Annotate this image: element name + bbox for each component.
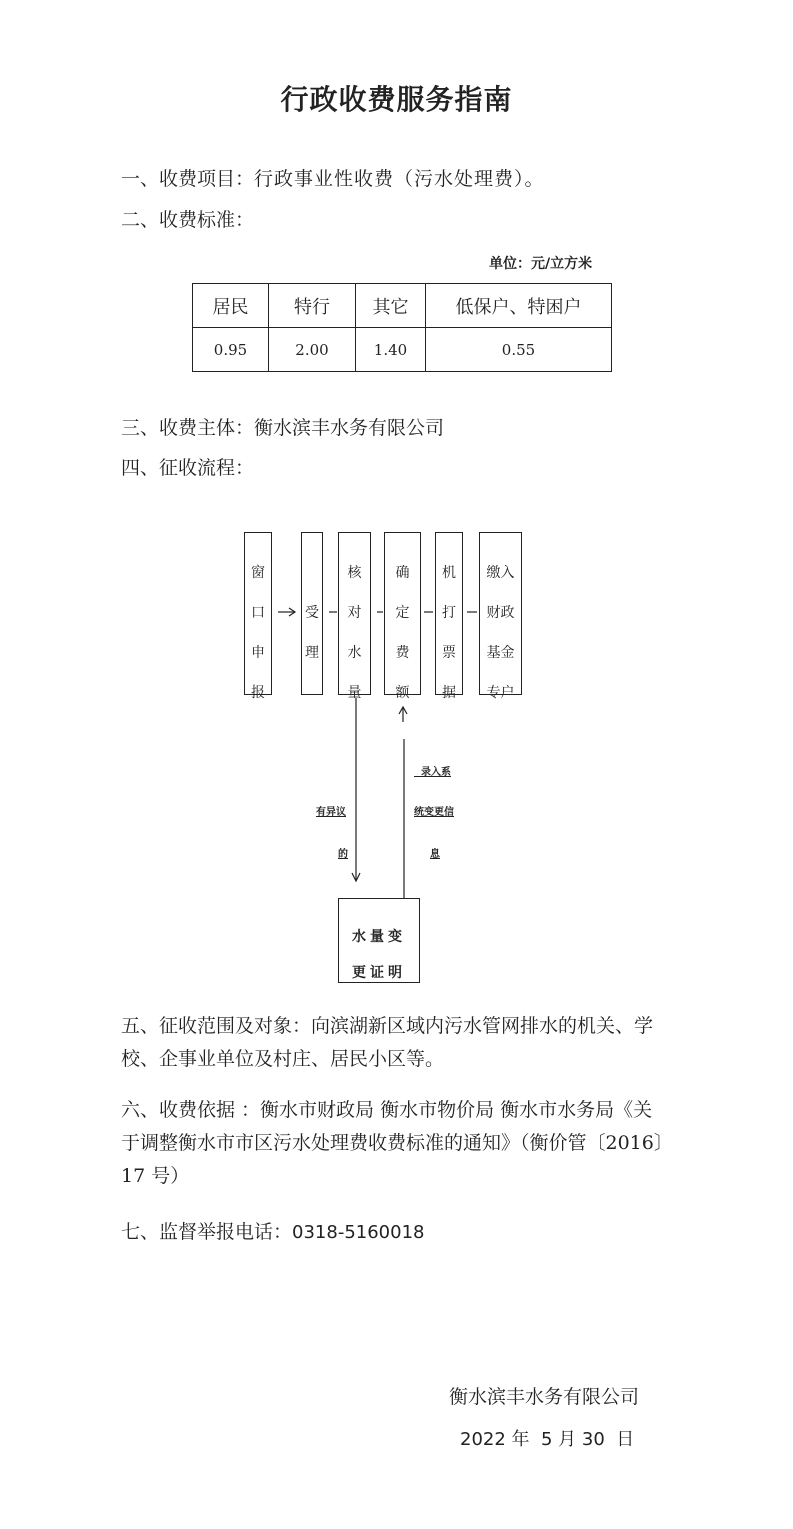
flow-step-window-apply: [244, 532, 272, 701]
fee-value-other: 1.40: [356, 328, 426, 372]
water-change-proof-box: [338, 898, 420, 983]
fee-value-residential: 0.95: [193, 328, 269, 372]
fee-value-low-income: 0.55: [426, 328, 612, 372]
fee-header-other: 其它: [356, 284, 426, 328]
water-change-proof-label: 水量变 更证明: [352, 929, 406, 981]
update-label-line1: 录入系: [420, 767, 451, 778]
update-label-line2: 统变更信: [414, 807, 454, 818]
section-basis: [121, 1094, 701, 1193]
section-fee-standard: 二、收费标准：: [121, 209, 255, 231]
flow-step-accept: [301, 532, 323, 695]
fee-value-special: 2.00: [269, 328, 356, 372]
signature-org: 衡水滨丰水务有限公司: [449, 1386, 640, 1408]
fee-header-special: 特行: [269, 284, 356, 328]
fee-header-low-income: 低保户、特困户: [426, 284, 612, 328]
section-basis-line2: 于调整衡水市市区污水处理费收费标准的通知》（衡价管〔2016〕: [121, 1132, 673, 1154]
section-scope-line2: 校、企事业单位及村庄、居民小区等。: [121, 1048, 445, 1070]
hotline-phone: 0318-5160018: [292, 1222, 425, 1243]
dispute-label-line1: 有异议: [316, 807, 346, 818]
flow-step-pay-finance: [479, 532, 522, 701]
section-collection-flow: 四、征收流程：: [121, 457, 255, 479]
section-fee-item-label: 一、收费项目：: [121, 168, 255, 190]
section-hotline: [121, 1220, 424, 1245]
section-scope-line1: 五、征收范围及对象：向滨湖新区域内污水管网排水的机关、学: [121, 1015, 654, 1037]
fee-header-residential: 居民: [193, 284, 269, 328]
signature-date: 2022 年 5 月 30 日: [460, 1429, 635, 1450]
dispute-label-line2: 的: [338, 849, 348, 860]
page-title: 行政收费服务指南: [280, 83, 513, 116]
flow-step-accept-label: 受 理: [305, 605, 319, 661]
section-fee-subject-label: 三、收费主体：: [121, 417, 255, 439]
flow-step-print-receipt: [435, 532, 463, 701]
section-scope: [121, 1010, 701, 1076]
section-fee-subject-value: 衡水滨丰水务有限公司: [254, 417, 445, 439]
flow-step-check-water-label: 核 对 水 量: [347, 565, 362, 701]
section-basis-line3: 17 号）: [121, 1165, 190, 1187]
update-label-line3: 息: [430, 849, 440, 860]
flow-step-determine-fee: [384, 532, 421, 701]
section-basis-line1: 六、收费依据 ：衡水市财政局 衡水市物价局 衡水市水务局《关: [121, 1099, 653, 1121]
flow-step-determine-fee-label: 确 定 费 额: [395, 565, 410, 701]
flow-step-print-receipt-label: 机 打 票 据: [442, 565, 456, 701]
unit-label: 单位：元/立方米: [489, 256, 593, 272]
section-hotline-label: 七、监督举报电话：: [121, 1221, 293, 1243]
flow-step-pay-finance-label: 缴入 财政 基金 专户: [486, 565, 515, 701]
flow-step-window-apply-label: 窗 口 申 报: [251, 565, 265, 701]
section-fee-item-value: 行政事业性收费（污水处理费）。: [254, 168, 545, 190]
flow-step-check-water: [338, 532, 371, 701]
